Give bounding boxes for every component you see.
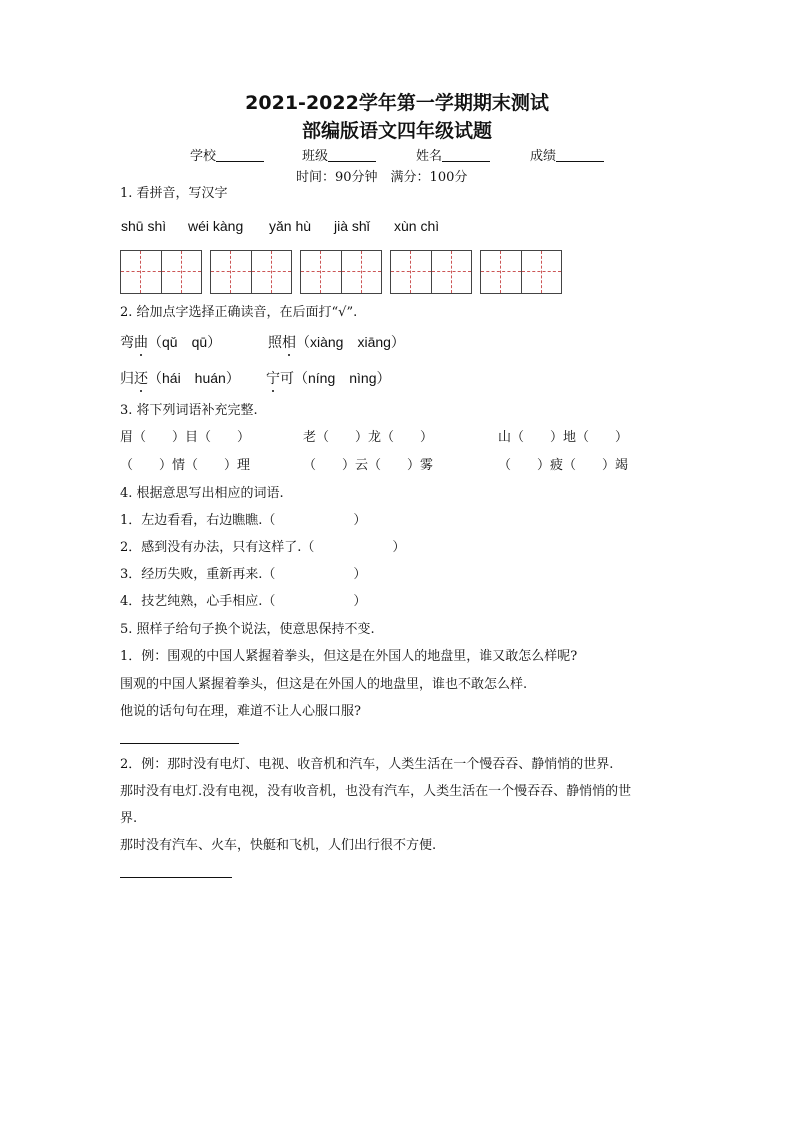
q3-word-3[interactable]: 山（ ）地（ ）	[498, 430, 629, 445]
q1-prompt: 1. 看拼音，写汉字	[120, 186, 228, 201]
q2-item-1-char: 弯	[120, 335, 134, 351]
score-label: 成绩	[530, 149, 557, 164]
tian-cell[interactable]	[521, 251, 561, 293]
q5-task-2: 那时没有汽车、火车，快艇和飞机，人们出行很不方便.	[120, 838, 437, 853]
tian-cell[interactable]	[481, 251, 521, 293]
q2-item-2	[268, 334, 405, 351]
name-field	[416, 145, 490, 164]
tian-cell[interactable]	[301, 251, 341, 293]
q2-item-1	[120, 334, 221, 351]
exam-subtitle: 部编版语文四年级试题	[301, 120, 492, 142]
tian-cell[interactable]	[431, 251, 471, 293]
q2-item-4-char: 可	[280, 371, 294, 387]
q2-item-2-char: 照	[268, 335, 282, 351]
class-label: 班级	[302, 149, 329, 164]
q2-item-3-dotted-char: 还	[134, 371, 148, 387]
pinyin-2: wéi kàng	[188, 218, 244, 234]
q5-prompt: 5. 照样子给句子换个说法，使意思保持不变.	[120, 622, 375, 637]
q3-word-6[interactable]: （ ）疲（ ）竭	[498, 458, 629, 473]
q3-word-5[interactable]: （ ）云（ ）雾	[303, 458, 434, 473]
q2-item-1-dotted-char: 曲	[134, 335, 148, 351]
tian-cell[interactable]	[211, 251, 251, 293]
tian-cell[interactable]	[251, 251, 291, 293]
q5-task-1: 他说的话句句在理，难道不让人心服口服?	[120, 704, 361, 719]
tian-cell[interactable]	[161, 251, 201, 293]
q2-item-4-reading[interactable]: （níng nìng）	[294, 370, 391, 386]
school-field	[190, 145, 264, 164]
pinyin-3: yǎn hù	[269, 218, 312, 234]
writing-grid-2[interactable]	[210, 250, 292, 294]
q2-item-2-dotted-char: 相	[282, 335, 296, 351]
score-blank[interactable]	[556, 148, 604, 162]
pinyin-1: shū shì	[121, 218, 167, 234]
q5-example-1: 1．例：围观的中国人紧握着拳头，但这是在外国人的地盘里，谁又敢怎么样呢?	[120, 649, 578, 664]
name-label: 姓名	[416, 149, 443, 164]
tian-cell[interactable]	[121, 251, 161, 293]
school-blank[interactable]	[216, 148, 264, 162]
q4-prompt: 4. 根据意思写出相应的词语.	[120, 486, 284, 501]
q3-word-2[interactable]: 老（ ）龙（ ）	[303, 430, 434, 445]
q2-item-4	[266, 370, 391, 387]
q5-answer-line-2[interactable]	[120, 877, 232, 878]
writing-grid-3[interactable]	[300, 250, 382, 294]
q2-item-3-char: 归	[120, 371, 134, 387]
time-info: 时间：90分钟 满分：100分	[296, 170, 468, 185]
tian-cell[interactable]	[391, 251, 431, 293]
school-label: 学校	[190, 149, 217, 164]
q5-example-1-answer: 围观的中国人紧握着拳头，但这是在外国人的地盘里，谁也不敢怎么样.	[120, 677, 528, 692]
pinyin-5: xùn chì	[394, 218, 440, 234]
q4-item-2[interactable]: 2．感到没有办法，只有这样了.（ ）	[120, 540, 406, 555]
writing-grid-4[interactable]	[390, 250, 472, 294]
writing-grid-1[interactable]	[120, 250, 202, 294]
q3-prompt: 3. 将下列词语补充完整.	[120, 403, 258, 418]
class-blank[interactable]	[328, 148, 376, 162]
class-field	[302, 145, 376, 164]
q2-item-4-dotted-char: 宁	[266, 371, 280, 387]
q4-item-4[interactable]: 4．技艺纯熟，心手相应.（ ）	[120, 594, 367, 609]
q2-item-2-reading[interactable]: （xiàng xiāng）	[296, 334, 405, 350]
q4-item-3[interactable]: 3．经历失败，重新再来.（ ）	[120, 567, 367, 582]
pinyin-4: jià shǐ	[334, 218, 370, 234]
q5-example-2-answer: 那时没有电灯.没有电视，没有收音机，也没有汽车，人类生活在一个慢吞吞、静悄悄的世	[120, 784, 632, 799]
q2-item-3	[120, 370, 240, 387]
q3-word-4[interactable]: （ ）情（ ）理	[120, 458, 251, 473]
q5-example-2-answer-cont: 界.	[120, 811, 138, 826]
q3-word-1[interactable]: 眉（ ）目（ ）	[120, 430, 251, 445]
q5-example-2: 2．例：那时没有电灯、电视、收音机和汽车，人类生活在一个慢吞吞、静悄悄的世界.	[120, 757, 614, 772]
writing-grid-5[interactable]	[480, 250, 562, 294]
tian-cell[interactable]	[341, 251, 381, 293]
name-blank[interactable]	[442, 148, 490, 162]
score-field	[530, 145, 604, 164]
q2-item-1-reading[interactable]: （qǔ qū）	[148, 334, 222, 350]
q5-answer-line-1[interactable]	[120, 743, 239, 744]
q2-prompt: 2. 给加点字选择正确读音，在后面打“√”.	[120, 305, 358, 320]
exam-title: 2021-2022学年第一学期期末测试	[245, 92, 549, 114]
q4-item-1[interactable]: 1．左边看看，右边瞧瞧.（ ）	[120, 513, 367, 528]
q2-item-3-reading[interactable]: （hái huán）	[148, 370, 240, 386]
